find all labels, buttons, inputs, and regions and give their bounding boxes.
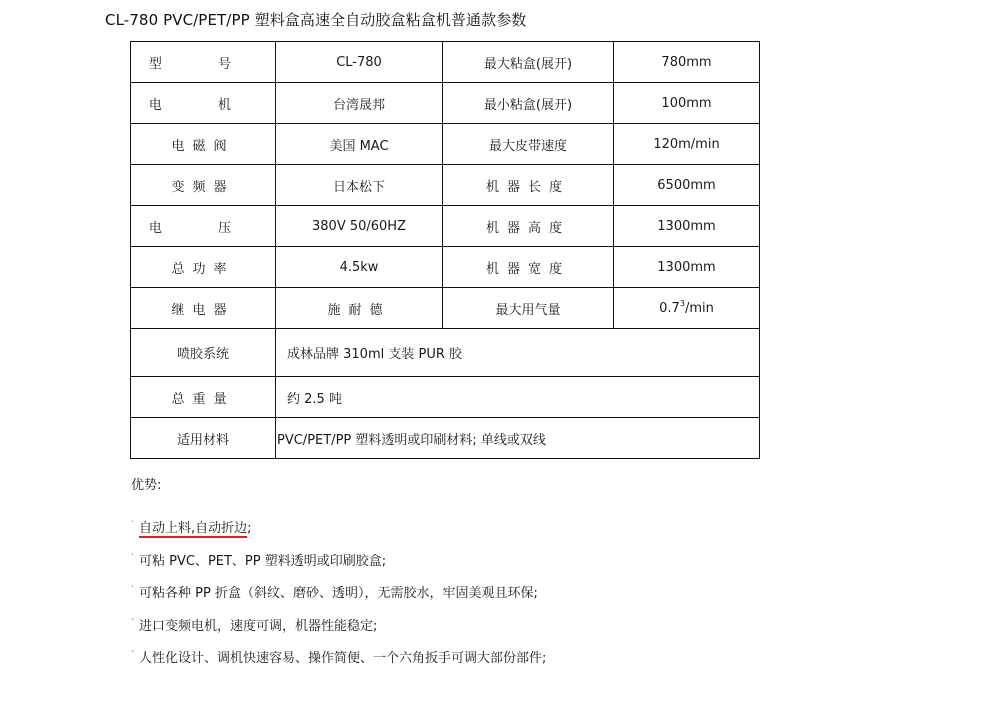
spec-row-relay bbox=[131, 288, 760, 329]
advantages-heading: 优势: bbox=[131, 478, 162, 493]
spec-label: 喷胶系统 bbox=[131, 329, 276, 377]
spec-value: 120m/min bbox=[614, 124, 760, 165]
spec-label: 变频器 bbox=[131, 165, 276, 206]
spec-value: 4.5kw bbox=[276, 247, 443, 288]
tick-mark-icon: ˋ bbox=[131, 650, 135, 659]
spec-label: 型 号 bbox=[131, 42, 276, 83]
list-item bbox=[131, 516, 546, 549]
air-consumption-base: 0.7 bbox=[659, 300, 680, 316]
list-item-text: 人性化设计、调机快速容易、操作简便、一个六角扳手可调大部份部件; bbox=[139, 651, 547, 666]
spec-label: 最大粘盒(展开) bbox=[443, 42, 614, 83]
tick-mark-icon: ˋ bbox=[131, 585, 135, 594]
list-item bbox=[131, 581, 546, 614]
spec-label: 机器宽度 bbox=[443, 247, 614, 288]
spec-value: 美国 MAC bbox=[276, 124, 443, 165]
spec-row-model bbox=[131, 42, 760, 83]
document-title: CL-780 PVC/PET/PP 塑料盒高速全自动胶盒粘盒机普通款参数 bbox=[105, 11, 527, 29]
advantages-list bbox=[131, 516, 546, 679]
list-item-text: 可粘 PVC、PET、PP 塑料透明或印刷胶盒; bbox=[139, 553, 387, 569]
spec-value: 成林品牌 310ml 支装 PUR 胶 bbox=[276, 329, 760, 377]
spec-value: 施耐德 bbox=[276, 288, 443, 329]
spec-value bbox=[614, 288, 760, 329]
spec-value: 日本松下 bbox=[276, 165, 443, 206]
spec-value: CL-780 bbox=[276, 42, 443, 83]
spec-value: 1300mm bbox=[614, 206, 760, 247]
spec-value: PVC/PET/PP 塑料透明或印刷材料; 单线或双线 bbox=[276, 418, 760, 459]
tick-mark-icon: ˋ bbox=[131, 617, 135, 627]
spec-label: 电 机 bbox=[131, 83, 276, 124]
tick-mark-icon: ˋ bbox=[131, 520, 135, 529]
list-item bbox=[131, 549, 546, 582]
spec-label: 总功率 bbox=[131, 247, 276, 288]
spec-value: 100mm bbox=[614, 83, 760, 124]
list-item-text: 进口变频电机，速度可调，机器性能稳定; bbox=[139, 618, 378, 634]
list-item-text: 可粘各种 PP 折盒（斜纹、磨砂、透明），无需胶水，牢固美观且环保; bbox=[139, 586, 538, 601]
spec-label: 适用材料 bbox=[131, 418, 276, 459]
spec-value: 380V 50/60HZ bbox=[276, 206, 443, 247]
air-consumption-exponent: 3 bbox=[679, 298, 685, 308]
list-item bbox=[131, 646, 546, 679]
spec-row-weight bbox=[131, 377, 760, 418]
air-consumption-unit: /min bbox=[684, 300, 714, 316]
spec-value: 台湾晟邦 bbox=[276, 83, 443, 124]
spec-value: 1300mm bbox=[614, 247, 760, 288]
spec-row-glue-system bbox=[131, 329, 760, 377]
tick-mark-icon: ˋ bbox=[131, 552, 135, 562]
spec-row-voltage bbox=[131, 206, 760, 247]
spec-label: 总重量 bbox=[131, 377, 276, 418]
spec-value: 780mm bbox=[614, 42, 760, 83]
spec-row-solenoid bbox=[131, 124, 760, 165]
spec-label: 机器长度 bbox=[443, 165, 614, 206]
list-item bbox=[131, 614, 546, 647]
spec-label: 最大皮带速度 bbox=[443, 124, 614, 165]
spec-label: 最大用气量 bbox=[443, 288, 614, 329]
spellcheck-underlined-text: 自动上料,自动折边 bbox=[139, 521, 248, 536]
spec-value: 6500mm bbox=[614, 165, 760, 206]
spec-label: 继电器 bbox=[131, 288, 276, 329]
spec-label: 机器高度 bbox=[443, 206, 614, 247]
list-item-suffix: ; bbox=[247, 521, 252, 536]
spec-table bbox=[130, 41, 760, 459]
spec-row-motor bbox=[131, 83, 760, 124]
spec-value: 约 2.5 吨 bbox=[276, 377, 760, 418]
spec-label: 电磁阀 bbox=[131, 124, 276, 165]
spec-row-power bbox=[131, 247, 760, 288]
spec-label: 电 压 bbox=[131, 206, 276, 247]
spec-row-inverter bbox=[131, 165, 760, 206]
spec-label: 最小粘盒(展开) bbox=[443, 83, 614, 124]
spec-row-materials bbox=[131, 418, 760, 459]
